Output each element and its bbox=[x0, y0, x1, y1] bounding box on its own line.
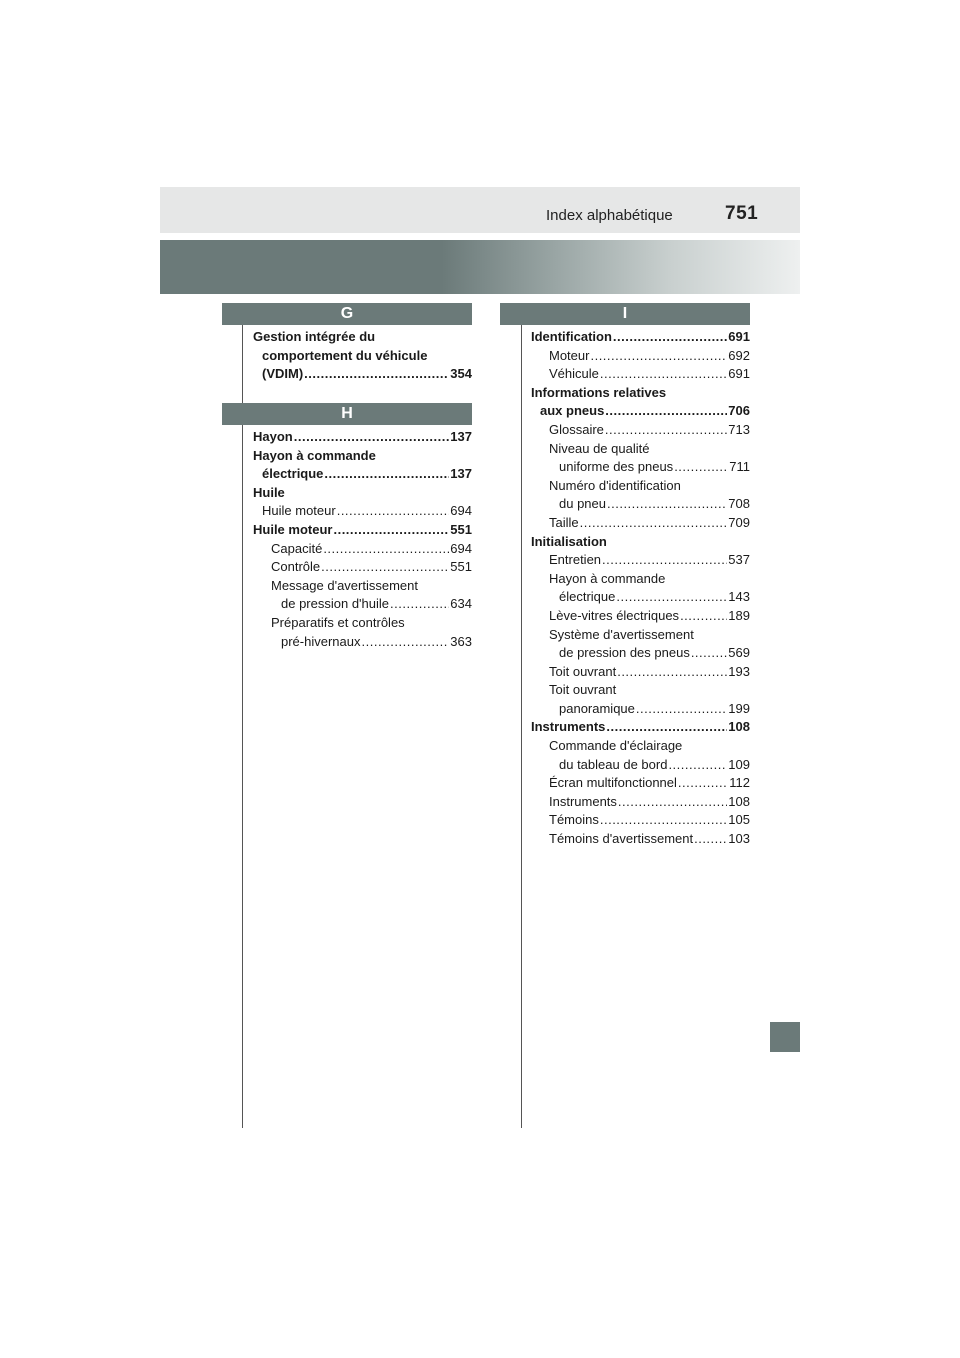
index-subentry: électrique ..... 143 bbox=[531, 588, 750, 607]
chapter-tab bbox=[770, 1022, 800, 1052]
index-entry: électrique ..... 137 bbox=[253, 465, 472, 484]
section-g-entries bbox=[253, 328, 472, 384]
page-ref[interactable]: 109 bbox=[728, 756, 750, 772]
index-subentry: pré-hivernaux ..... 363 bbox=[253, 633, 472, 652]
index-subentry: Glossaire ..... 713 bbox=[531, 421, 750, 440]
index-entry: Informations relatives bbox=[531, 384, 667, 400]
section-i-entries bbox=[531, 328, 750, 849]
index-entry: (VDIM) ..... 354 bbox=[253, 365, 472, 384]
index-subentry: Hayon à commande bbox=[549, 570, 666, 586]
index-entry: Hayon à commande bbox=[253, 447, 376, 463]
index-subentry: du pneu ..... 708 bbox=[531, 495, 750, 514]
page-ref[interactable]: 694 bbox=[450, 540, 472, 556]
page-ref[interactable]: 199 bbox=[728, 700, 750, 716]
page-ref[interactable]: 634 bbox=[450, 596, 472, 612]
right-column-divider bbox=[521, 304, 522, 1128]
header-title: Index alphabétique bbox=[546, 207, 673, 224]
index-entry: aux pneus ..... 706 bbox=[531, 402, 750, 421]
index-entry-continuation: comportement du véhicule bbox=[262, 347, 428, 363]
page-ref[interactable]: 108 bbox=[728, 719, 750, 735]
page-ref[interactable]: 708 bbox=[728, 496, 750, 512]
page-ref[interactable]: 711 bbox=[729, 459, 750, 475]
index-entry: Huile bbox=[253, 484, 285, 500]
index-subentry: uniforme des pneus ..... 711 bbox=[531, 458, 750, 477]
index-subentry: panoramique ..... 199 bbox=[531, 700, 750, 719]
page-ref[interactable]: 694 bbox=[450, 503, 472, 519]
page-ref[interactable]: 137 bbox=[450, 466, 472, 482]
index-subentry: Taille ..... 709 bbox=[531, 514, 750, 533]
page-ref[interactable]: 551 bbox=[450, 521, 472, 537]
index-subentry: Système d'avertissement bbox=[549, 626, 694, 642]
page-ref[interactable]: 691 bbox=[728, 366, 750, 382]
section-h-entries bbox=[253, 428, 472, 651]
index-subentry: Lève-vitres électriques ..... 189 bbox=[531, 607, 750, 626]
index-subentry: Message d'avertissement bbox=[271, 577, 418, 593]
index-subentry: Entretien ..... 537 bbox=[531, 551, 750, 570]
page-ref[interactable]: 108 bbox=[728, 793, 750, 809]
page-ref[interactable]: 143 bbox=[728, 589, 750, 605]
index-subentry: Numéro d'identification bbox=[549, 477, 681, 493]
decorative-band bbox=[160, 240, 800, 294]
page-ref[interactable]: 706 bbox=[728, 403, 750, 419]
page-ref[interactable]: 363 bbox=[450, 633, 472, 649]
page-ref[interactable]: 105 bbox=[728, 812, 750, 828]
page-ref[interactable]: 709 bbox=[728, 514, 750, 530]
index-subentry: Écran multifonctionnel ..... 112 bbox=[531, 774, 750, 793]
index-entry: Instruments ..... 108 bbox=[531, 718, 750, 737]
page-number: 751 bbox=[725, 203, 759, 224]
index-subentry: de pression d'huile ..... 634 bbox=[253, 595, 472, 614]
page-ref[interactable]: 193 bbox=[728, 663, 750, 679]
section-header-i: I bbox=[500, 303, 750, 325]
index-entry: Hayon ..... 137 bbox=[253, 428, 472, 447]
index-entry: Gestion intégrée du bbox=[253, 329, 376, 344]
section-header-h: H bbox=[222, 403, 472, 425]
page-ref[interactable]: 692 bbox=[728, 347, 750, 363]
index-subentry: Capacité ..... 694 bbox=[253, 540, 472, 559]
index-subentry: de pression des pneus ..... 569 bbox=[531, 644, 750, 663]
index-subentry: Moteur ..... 692 bbox=[531, 347, 750, 366]
index-subentry: Témoins ..... 105 bbox=[531, 811, 750, 830]
page-ref[interactable]: 103 bbox=[728, 831, 750, 847]
index-subentry: du tableau de bord ..... 109 bbox=[531, 756, 750, 775]
index-subentry: Instruments ..... 108 bbox=[531, 793, 750, 812]
left-column-divider bbox=[242, 304, 243, 1128]
index-subentry: Niveau de qualité bbox=[549, 440, 650, 456]
index-subentry: Commande d'éclairage bbox=[549, 738, 683, 754]
index-subentry: Contrôle ..... 551 bbox=[253, 558, 472, 577]
page-ref[interactable]: 691 bbox=[728, 329, 750, 344]
page-ref[interactable]: 137 bbox=[450, 429, 472, 444]
index-subentry: Véhicule ..... 691 bbox=[531, 365, 750, 384]
page-ref[interactable]: 569 bbox=[728, 645, 750, 661]
page-ref[interactable]: 189 bbox=[728, 607, 750, 623]
index-entry: Huile moteur ..... 551 bbox=[253, 521, 472, 540]
index-entry: Identification ..... 691 bbox=[531, 328, 750, 347]
header-bar bbox=[160, 187, 800, 233]
page-ref[interactable]: 354 bbox=[450, 366, 472, 382]
page-ref[interactable]: 713 bbox=[728, 421, 750, 437]
section-header-g: G bbox=[222, 303, 472, 325]
index-subentry: Préparatifs et contrôles bbox=[271, 614, 405, 630]
index-subentry: Toit ouvrant ..... 193 bbox=[531, 663, 750, 682]
page-ref[interactable]: 551 bbox=[450, 559, 472, 575]
page-ref[interactable]: 112 bbox=[729, 775, 750, 791]
index-subentry: Témoins d'avertissement ..... 103 bbox=[531, 830, 750, 849]
index-entry: Initialisation bbox=[531, 533, 607, 549]
page-ref[interactable]: 537 bbox=[728, 552, 750, 568]
index-subentry: Toit ouvrant bbox=[549, 682, 617, 698]
index-subentry: Huile moteur ..... 694 bbox=[253, 502, 472, 521]
